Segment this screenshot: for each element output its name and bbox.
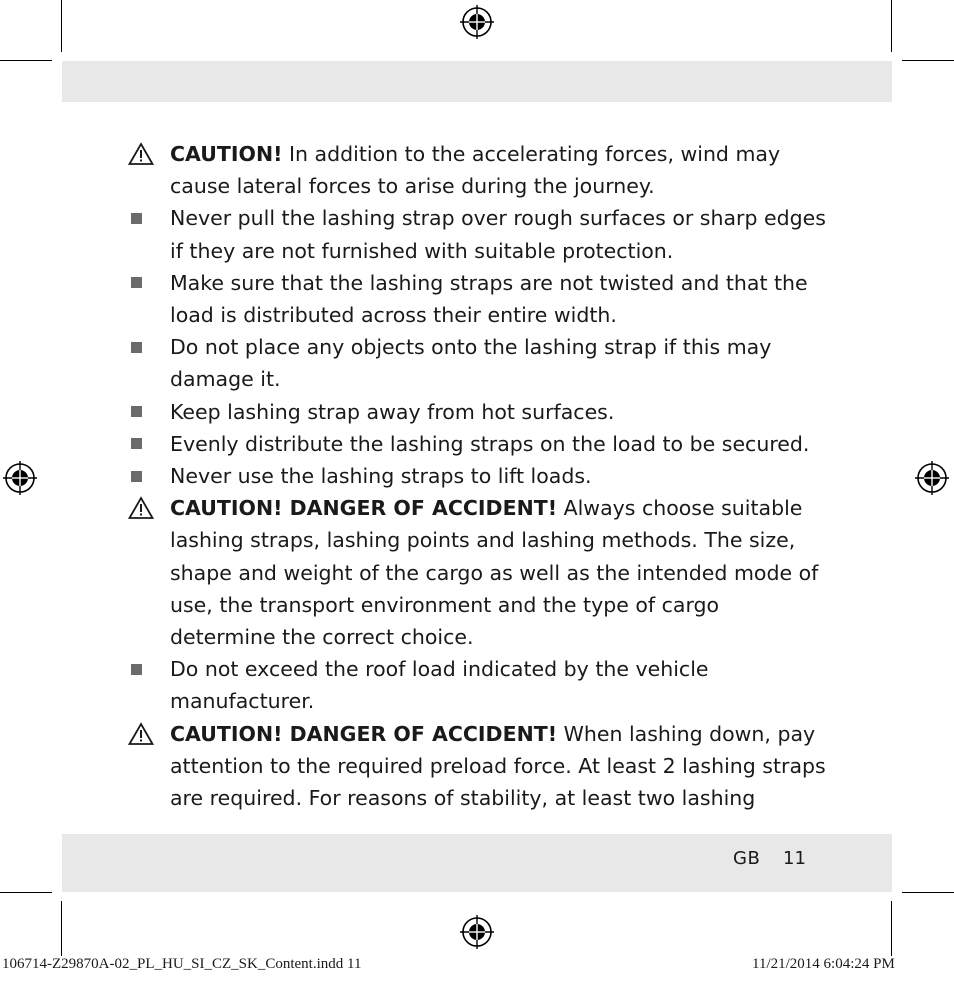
warning-heading: CAUTION! DANGER OF ACCIDENT!	[170, 496, 558, 521]
bullet-text: Do not place any objects onto the lashing strap if this may damage it.	[170, 335, 772, 392]
bullet-text: Never use the lashing straps to lift loads.	[170, 464, 592, 489]
bullet-item	[128, 396, 828, 428]
warning-text: Always choose suitable lashing straps, lashing points and lashing methods. The size, shape and weight of the cargo as well as the intended mode of use, the transport environment and the type of cargo determine the correct choice.	[170, 496, 819, 650]
square-bullet-icon	[128, 267, 158, 299]
slug-datetime: 11/21/2014 6:04:24 PM	[752, 956, 895, 972]
bullet-text: Evenly distribute the lashing straps on the load to be secured.	[170, 431, 810, 456]
warning-triangle-icon	[128, 492, 158, 524]
bullet-item	[128, 202, 828, 266]
warning-triangle-icon	[128, 718, 158, 750]
crop-mark	[61, 0, 62, 52]
square-bullet-icon	[128, 653, 158, 685]
bullet-item	[128, 460, 828, 492]
warning-heading: CAUTION!	[170, 142, 283, 166]
warning-text: In addition to the accelerating forces, wind may cause lateral forces to arise during the journey.	[170, 142, 781, 199]
bullet-text: Make sure that the lashing straps are not twisted and that the load is distributed across their entire width.	[170, 270, 808, 328]
warning-item	[128, 718, 828, 815]
square-bullet-icon	[128, 331, 158, 363]
registration-mark-icon	[3, 461, 37, 495]
registration-mark-icon	[460, 5, 494, 39]
bullet-item	[128, 267, 828, 331]
square-bullet-icon	[128, 460, 158, 492]
warning-item	[128, 138, 828, 202]
registration-mark-icon	[915, 461, 949, 495]
warning-heading: CAUTION! DANGER OF ACCIDENT!	[170, 721, 558, 746]
slug-filename: 106714-Z29870A-02_PL_HU_SI_CZ_SK_Content.indd 11	[2, 956, 362, 972]
bullet-item	[128, 331, 828, 395]
crop-mark	[902, 60, 954, 61]
page-number: 11	[783, 848, 806, 869]
square-bullet-icon	[128, 202, 158, 234]
header-band	[62, 61, 892, 102]
warning-item	[128, 492, 828, 653]
square-bullet-icon	[128, 428, 158, 460]
crop-mark	[902, 892, 954, 893]
bullet-text: Never pull the lashing strap over rough surfaces or sharp edges if they are not furnished with suitable protection.	[170, 206, 826, 263]
bullet-item	[128, 428, 828, 460]
safety-instructions	[128, 138, 828, 814]
bullet-text: Do not exceed the roof load indicated by the vehicle manufacturer.	[170, 657, 709, 714]
warning-text: When lashing down, pay attention to the required preload force. At least 2 lashing straps are required. For reasons of stability, at least two lashing	[170, 721, 826, 811]
crop-mark	[0, 60, 52, 61]
language-code: GB	[733, 848, 761, 869]
footer-band	[62, 834, 892, 892]
bullet-text: Keep lashing strap away from hot surfaces.	[170, 399, 615, 424]
bullet-item	[128, 653, 828, 717]
crop-mark	[891, 0, 892, 52]
crop-mark	[0, 892, 52, 893]
warning-triangle-icon	[128, 138, 158, 170]
crop-mark	[891, 901, 892, 956]
square-bullet-icon	[128, 396, 158, 428]
registration-mark-icon	[460, 915, 494, 949]
crop-mark	[61, 901, 62, 956]
